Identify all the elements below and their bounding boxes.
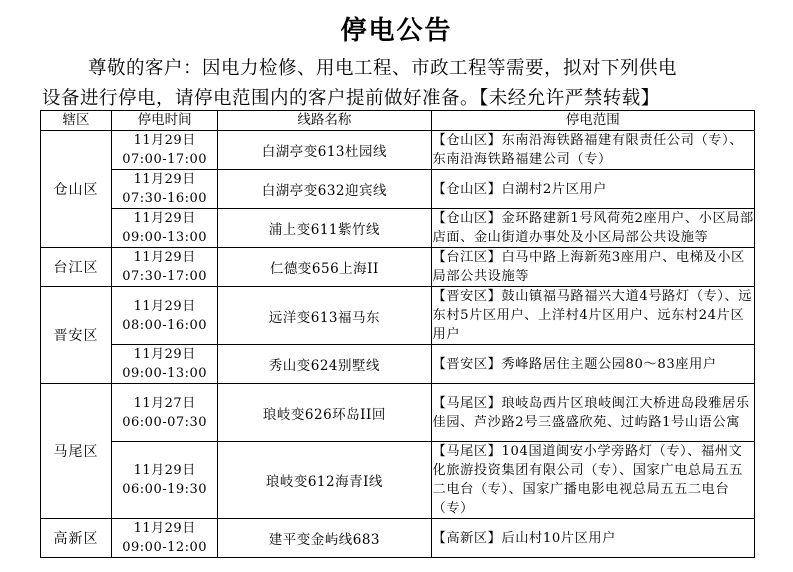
scope-cell: 【晋安区】秀峰路居住主题公园80～83座用户 — [431, 345, 754, 384]
intro-line-1: 尊敬的客户：因电力检修、用电工程、市政工程等需要，拟对下列供电 — [88, 58, 678, 79]
time-range: 09:00-13:00 — [122, 230, 208, 245]
line-cell: 建平变金屿线683 — [218, 519, 431, 558]
scope-cell: 【马尾区】琅岐岛西片区琅岐闽江大桥进岛段雅居乐佳园、芦沙路2号三盛盛欣苑、过屿路1号山语公寓 — [431, 384, 754, 442]
time-range: 06:00-19:30 — [122, 482, 208, 497]
district-cell: 晋安区 — [41, 287, 112, 384]
time-cell — [112, 287, 218, 345]
time-range: 09:00-13:00 — [122, 366, 208, 381]
scope-cell: 【晋安区】鼓山镇福马路福兴大道4号路灯（专）、远东村5片区用户、上洋村4片区用户、远东村24片区用户 — [431, 287, 754, 345]
district-cell: 马尾区 — [41, 384, 112, 519]
table-row — [41, 442, 755, 519]
time-range: 06:00-07:30 — [122, 414, 208, 430]
time-cell — [112, 345, 218, 384]
time-cell — [112, 384, 218, 442]
intro-line-2: 设备进行停电，请停电范围内的客户提前做好准备。【未经允许严禁转载】 — [42, 88, 660, 109]
outage-table — [40, 110, 755, 558]
table-row — [41, 131, 755, 170]
time-range: 07:30-17:00 — [122, 269, 208, 284]
district-cell: 仓山区 — [41, 131, 112, 248]
scope-cell: 【台江区】白马中路上海新苑3座用户、电梯及小区局部公共设施等 — [431, 248, 754, 287]
time-cell — [112, 248, 218, 287]
date: 11月29日 — [133, 172, 196, 187]
time-cell — [112, 442, 218, 519]
header-time: 停电时间 — [112, 111, 218, 131]
time-range: 07:00-17:00 — [122, 152, 208, 167]
date: 11月29日 — [133, 347, 196, 362]
time-cell — [112, 170, 218, 209]
line-cell: 仁德变656上海II — [218, 248, 431, 287]
line-cell: 浦上变611紫竹线 — [218, 209, 431, 248]
scope-cell: 【仓山区】白湖村2片区用户 — [431, 170, 754, 209]
table-row — [41, 170, 755, 209]
scope-cell: 【仓山区】东南沿海铁路福建有限责任公司（专）、东南沿海铁路福建公司（专） — [431, 131, 754, 170]
line-cell: 琅岐变626环岛II回 — [218, 384, 431, 442]
district-cell: 台江区 — [41, 248, 112, 287]
line-cell: 白湖亭变632迎宾线 — [218, 170, 431, 209]
table-row — [41, 519, 755, 558]
table-row — [41, 209, 755, 248]
time-range: 09:00-12:00 — [122, 540, 208, 555]
line-cell: 远洋变613福马东 — [218, 287, 431, 345]
header-district: 辖区 — [41, 111, 112, 131]
table-row — [41, 248, 755, 287]
time-range: 08:00-16:00 — [122, 317, 208, 333]
date: 11月29日 — [133, 521, 196, 536]
line-cell: 琅岐变612海青I线 — [218, 442, 431, 519]
line-cell: 秀山变624别墅线 — [218, 345, 431, 384]
line-cell: 白湖亭变613杜园线 — [218, 131, 431, 170]
scope-cell: 【马尾区】104国道闽安小学旁路灯（专）、福州文化旅游投资集团有限公司（专）、国家广电总局五五二电台（专）、国家广播电影电视总局五五二电台（专） — [431, 442, 754, 519]
table-row — [41, 287, 755, 345]
time-cell — [112, 519, 218, 558]
date: 11月29日 — [133, 250, 196, 265]
notice-intro — [42, 54, 756, 114]
header-line: 线路名称 — [218, 111, 431, 131]
table-row — [41, 384, 755, 442]
scope-cell: 【高新区】后山村10片区用户 — [431, 519, 754, 558]
district-cell: 高新区 — [41, 519, 112, 558]
time-range: 07:30-16:00 — [122, 191, 208, 206]
table-row — [41, 345, 755, 384]
date: 11月29日 — [133, 211, 196, 226]
date: 11月29日 — [133, 133, 196, 148]
scope-cell: 【仓山区】金环路建新1号风荷苑2座用户、小区局部店面、金山街道办事处及小区局部公共设施等 — [431, 209, 754, 248]
time-cell — [112, 209, 218, 248]
time-cell — [112, 131, 218, 170]
date: 11月27日 — [133, 395, 196, 411]
table-header-row — [41, 111, 755, 131]
date: 11月29日 — [133, 463, 196, 478]
date: 11月29日 — [133, 298, 196, 314]
header-scope: 停电范围 — [431, 111, 754, 131]
notice-title: 停电公告 — [340, 16, 453, 46]
